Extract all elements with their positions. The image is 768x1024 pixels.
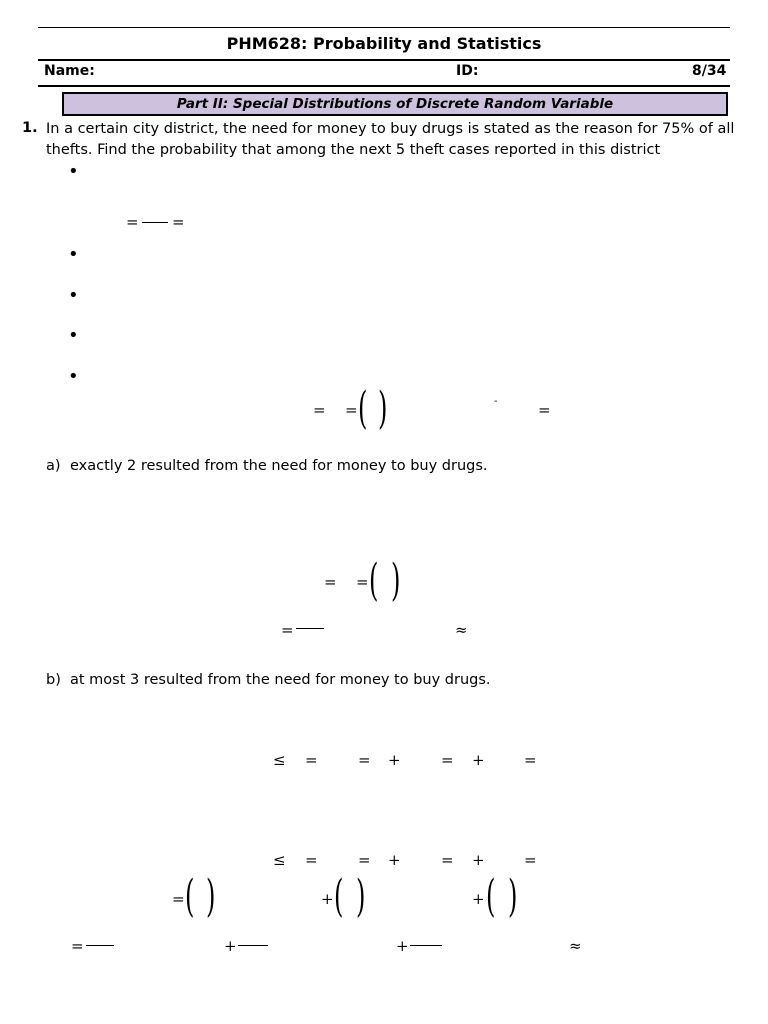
equals-sign: =: [324, 573, 337, 591]
left-paren: (: [358, 383, 368, 434]
fraction-line: [296, 628, 324, 629]
plus-sign: +: [472, 890, 485, 908]
equals-sign: =: [71, 937, 84, 955]
leq-sign: ≤: [273, 851, 286, 869]
part-title: Part II: Special Distributions of Discrete Random Variable: [176, 96, 614, 112]
right-paren: ): [206, 871, 216, 922]
top-rule: [38, 27, 730, 28]
subpart-a-label: a): [46, 458, 61, 474]
leq-sign: ≤: [273, 751, 286, 769]
approx-sign: ≈: [455, 621, 468, 639]
subpart-b-label: b): [46, 672, 61, 688]
bullet-icon: •: [68, 366, 79, 387]
plus-sign: +: [321, 890, 334, 908]
right-paren: ): [378, 383, 388, 434]
name-label: Name:: [44, 63, 95, 79]
equals-sign: =: [358, 851, 371, 869]
equals-sign: =: [538, 401, 551, 419]
left-paren: (: [334, 871, 344, 922]
plus-sign: +: [388, 751, 401, 769]
left-paren: (: [369, 555, 379, 606]
subpart-a-text: exactly 2 resulted from the need for money to buy drugs.: [70, 458, 488, 474]
left-paren: (: [486, 871, 496, 922]
id-label: ID:: [456, 63, 479, 79]
approx-sign: ≈: [569, 937, 582, 955]
equals-sign: =: [441, 851, 454, 869]
fraction-line: [410, 945, 442, 946]
fraction-line: [142, 222, 168, 223]
equals-sign: =: [356, 573, 369, 591]
question-number: 1.: [22, 120, 38, 136]
page-title: PHM628: Probability and Statistics: [226, 34, 542, 53]
equals-sign: =: [172, 213, 185, 231]
equals-sign: =: [305, 751, 318, 769]
subpart-b-text: at most 3 resulted from the need for money to buy drugs.: [70, 672, 491, 688]
page-number: 8/34: [692, 63, 727, 79]
fraction-line: [86, 945, 114, 946]
bullet-icon: •: [68, 285, 79, 306]
equals-sign: =: [524, 851, 537, 869]
equals-sign: =: [441, 751, 454, 769]
part-title-box: [62, 92, 728, 116]
plus-sign: +: [472, 751, 485, 769]
minus-sign: -: [494, 396, 498, 407]
right-paren: ): [356, 871, 366, 922]
equals-sign: =: [313, 401, 326, 419]
fraction-line: [238, 945, 268, 946]
bullet-icon: •: [68, 244, 79, 265]
header-bottom-rule: [38, 85, 730, 87]
equals-sign: =: [305, 851, 318, 869]
left-paren: (: [185, 871, 195, 922]
equals-sign: =: [345, 401, 358, 419]
equals-sign: =: [281, 621, 294, 639]
question-text: In a certain city district, the need for money to buy drugs is stated as the reason for 75% of all thefts. Find the probability that among the next 5 theft cases reported in this district: [46, 121, 735, 158]
plus-sign: +: [224, 937, 237, 955]
equals-sign: =: [524, 751, 537, 769]
right-paren: ): [508, 871, 518, 922]
plus-sign: +: [396, 937, 409, 955]
right-paren: ): [391, 555, 401, 606]
bullet-icon: •: [68, 161, 79, 182]
plus-sign: +: [472, 851, 485, 869]
equals-sign: =: [126, 213, 139, 231]
plus-sign: +: [388, 851, 401, 869]
header-rule: [38, 59, 730, 61]
bullet-icon: •: [68, 325, 79, 346]
equals-sign: =: [358, 751, 371, 769]
equals-sign: =: [172, 890, 185, 908]
